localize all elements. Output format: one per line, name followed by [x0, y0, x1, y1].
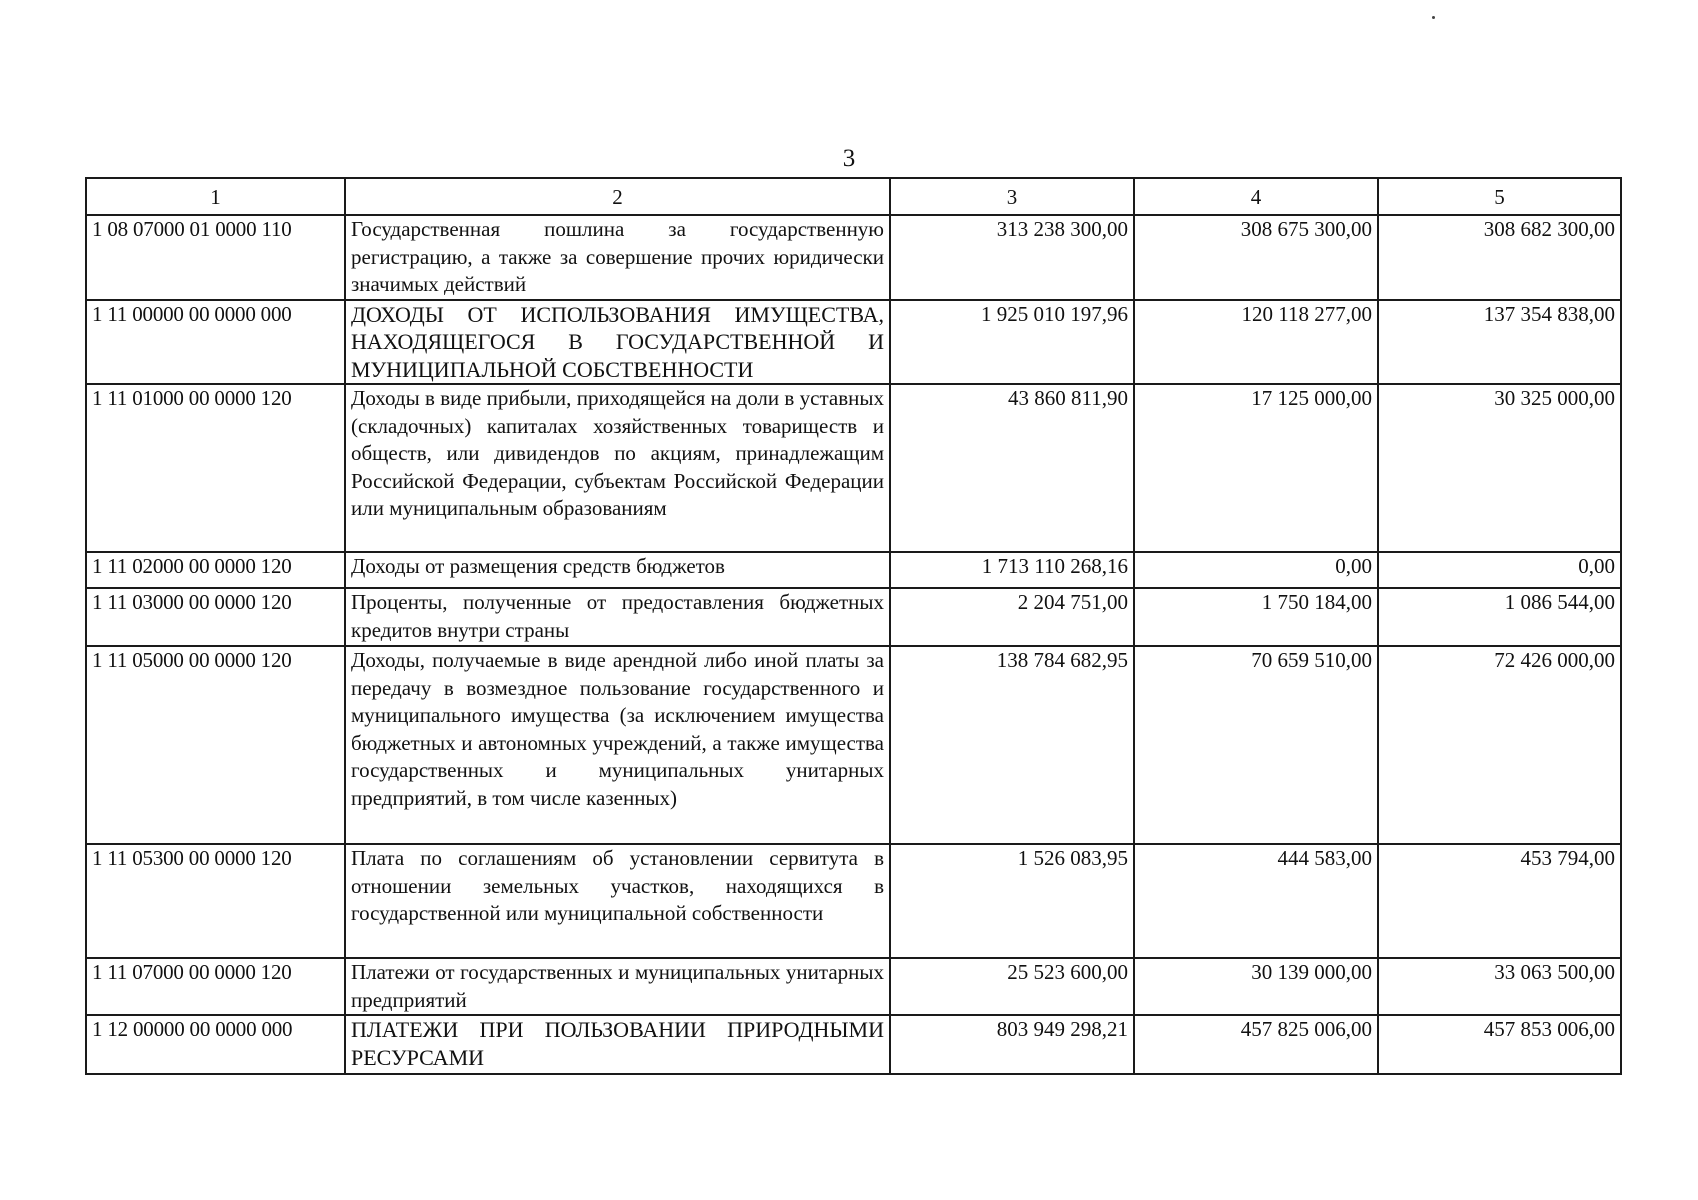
revenue-table [85, 177, 1622, 1075]
row-value-col4: 0,00 [1134, 552, 1378, 588]
row-value-col3: 2 204 751,00 [890, 588, 1134, 646]
row-code: 1 11 05300 00 0000 120 [86, 844, 345, 958]
row-value-col3: 25 523 600,00 [890, 958, 1134, 1015]
row-name: ДОХОДЫ ОТ ИСПОЛЬЗОВАНИЯ ИМУЩЕСТВА, НАХОДЯЩЕГОСЯ В ГОСУДАРСТВЕННОЙ И МУНИЦИПАЛЬНОЙ СОБСТВЕННОСТИ [345, 300, 890, 385]
row-name: Проценты, полученные от предоставления бюджетных кредитов внутри страны [345, 588, 890, 646]
table-row [86, 646, 1621, 844]
row-value-col4: 1 750 184,00 [1134, 588, 1378, 646]
row-code: 1 11 02000 00 0000 120 [86, 552, 345, 588]
table-row [86, 300, 1621, 385]
row-value-col3: 1 526 083,95 [890, 844, 1134, 958]
row-value-col3: 803 949 298,21 [890, 1015, 1134, 1074]
row-value-col4: 120 118 277,00 [1134, 300, 1378, 385]
row-value-col5: 33 063 500,00 [1378, 958, 1621, 1015]
row-value-col3: 43 860 811,90 [890, 384, 1134, 552]
row-value-col4: 70 659 510,00 [1134, 646, 1378, 844]
row-value-col4: 30 139 000,00 [1134, 958, 1378, 1015]
row-value-col4: 308 675 300,00 [1134, 215, 1378, 300]
header-col-3: 3 [890, 178, 1134, 215]
header-col-2: 2 [345, 178, 890, 215]
row-value-col4: 444 583,00 [1134, 844, 1378, 958]
row-name: Доходы от размещения средств бюджетов [345, 552, 890, 588]
row-name: Платежи от государственных и муниципальных унитарных предприятий [345, 958, 890, 1015]
row-value-col5: 137 354 838,00 [1378, 300, 1621, 385]
row-code: 1 11 07000 00 0000 120 [86, 958, 345, 1015]
row-value-col5: 0,00 [1378, 552, 1621, 588]
row-value-col5: 453 794,00 [1378, 844, 1621, 958]
scan-speck [1432, 16, 1435, 19]
row-code: 1 08 07000 01 0000 110 [86, 215, 345, 300]
row-code: 1 11 03000 00 0000 120 [86, 588, 345, 646]
table-row [86, 1015, 1621, 1074]
row-value-col3: 138 784 682,95 [890, 646, 1134, 844]
row-code: 1 12 00000 00 0000 000 [86, 1015, 345, 1074]
header-col-4: 4 [1134, 178, 1378, 215]
page-number: 3 [842, 145, 856, 172]
table-row [86, 552, 1621, 588]
row-name: Плата по соглашениям об установлении сервитута в отношении земельных участков, находящихся в государственной или муниципальной собственности [345, 844, 890, 958]
header-col-1: 1 [86, 178, 345, 215]
row-code: 1 11 00000 00 0000 000 [86, 300, 345, 385]
header-col-5: 5 [1378, 178, 1621, 215]
row-value-col5: 72 426 000,00 [1378, 646, 1621, 844]
table-row [86, 844, 1621, 958]
row-name: Государственная пошлина за государственную регистрацию, а также за совершение прочих юридически значимых действий [345, 215, 890, 300]
row-value-col3: 1 713 110 268,16 [890, 552, 1134, 588]
row-value-col3: 313 238 300,00 [890, 215, 1134, 300]
table-row [86, 384, 1621, 552]
table-row [86, 215, 1621, 300]
row-name: Доходы, получаемые в виде арендной либо иной платы за передачу в возмездное пользование государственного и муниципального имущества (за исключением имущества бюджетных и автономных учреждений, а также имущества государственных и муниципальных унитарных предприятий, в том числе казенных) [345, 646, 890, 844]
header-row [86, 178, 1621, 215]
row-name: Доходы в виде прибыли, приходящейся на доли в уставных (складочных) капиталах хозяйственных товариществ и обществ, или дивидендов по акциям, принадлежащим Российской Федерации, субъектам Российской Федерации или муниципальным образованиям [345, 384, 890, 552]
row-value-col5: 30 325 000,00 [1378, 384, 1621, 552]
row-value-col5: 1 086 544,00 [1378, 588, 1621, 646]
row-code: 1 11 05000 00 0000 120 [86, 646, 345, 844]
row-name: ПЛАТЕЖИ ПРИ ПОЛЬЗОВАНИИ ПРИРОДНЫМИ РЕСУРСАМИ [345, 1015, 890, 1074]
row-value-col3: 1 925 010 197,96 [890, 300, 1134, 385]
row-value-col5: 308 682 300,00 [1378, 215, 1621, 300]
table-row [86, 958, 1621, 1015]
row-code: 1 11 01000 00 0000 120 [86, 384, 345, 552]
row-value-col4: 457 825 006,00 [1134, 1015, 1378, 1074]
table-row [86, 588, 1621, 646]
row-value-col4: 17 125 000,00 [1134, 384, 1378, 552]
row-value-col5: 457 853 006,00 [1378, 1015, 1621, 1074]
